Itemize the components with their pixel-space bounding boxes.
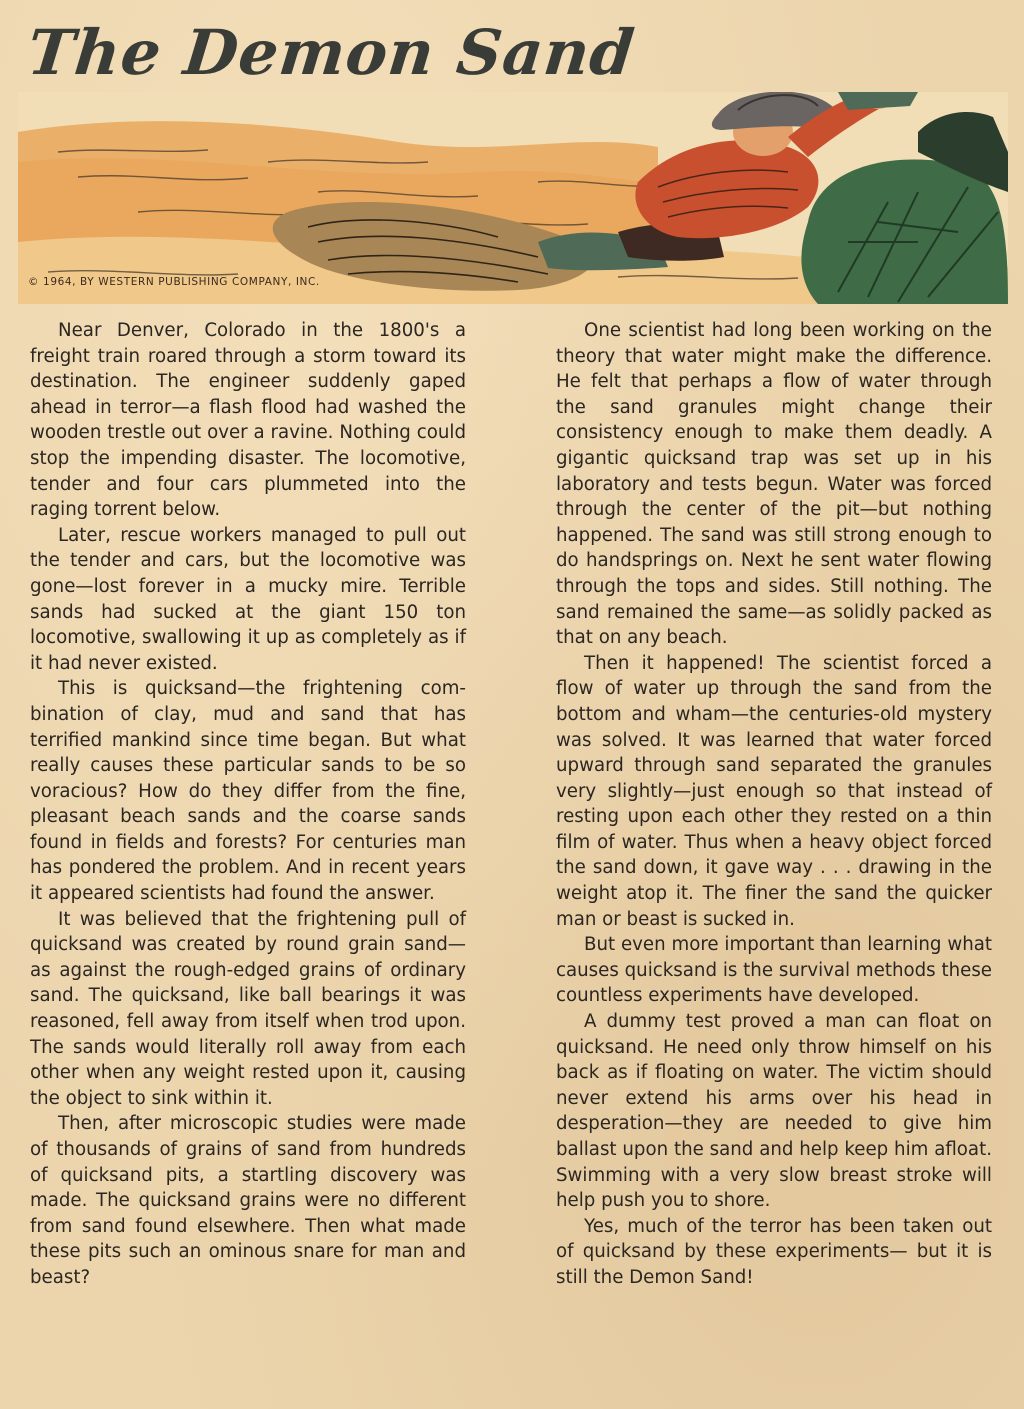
- paragraph: It was believed that the frightening pull of quicksand was created by round grain sand—as against the rough-edged grains of ordinary sand. The quicksand, like ball bearings it was reasoned, fell away from itself when trod upon. The sands would literally roll away from each other when any weight rested upon it, causing the object to sink within it.: [30, 908, 466, 1109]
- paragraph: Later, rescue workers managed to pull out the tender and cars, but the locomotive was gone—lost forever in a mucky mire. Terrible sands had sucked at the giant 150 ton locomotive, swallowing it up as completely as if it had never existed.: [30, 524, 466, 674]
- article-body: [30, 318, 992, 1398]
- quicksand-illustration: [18, 92, 1008, 304]
- copyright-notice: © 1964, BY WESTERN PUBLISHING COMPANY, INC.: [28, 276, 320, 288]
- paragraph: Then it happened! The scientist forced a flow of water up through the sand from the bottom and wham—the centuries-old mystery was solved. It was learned that water forced upward through sand separated the granules very slightly—just enough so that instead of resting upon each other they rested on a thin film of water. Thus when a heavy object forced the sand down, it gave way . . . drawing in the weight atop it. The finer the sand the quicker man or beast is sucked in.: [556, 652, 992, 930]
- paragraph: But even more important than learning what causes quicksand is the survival methods these countless experiments have developed.: [556, 934, 992, 1007]
- paragraph: One scientist had long been working on the theory that water might make the difference. He felt that perhaps a flow of water through the sand granules might change their consistency enough to make them deadly. A gigantic quicksand trap was set up in his laboratory and tests begun. Water was forced through the center of the pit—but nothing happened. The sand was still strong enough to do handsprings on. Next he sent water flowing through the tops and sides. Still nothing. The sand remained the same—as solidly packed as that on any beach.: [556, 320, 992, 649]
- page-title: The Demon Sand: [24, 16, 639, 89]
- article-column-left: [30, 318, 466, 1398]
- paragraph: A dummy test proved a man can float on quicksand. He need only throw himself on his back as if floating on water. The victim should never extend his arms over his head in desperation—they are needed to give him ballast upon the sand and help keep him afloat. Swimming with a very slow breast stroke will help push you to shore.: [556, 1011, 992, 1212]
- article-column-right: [556, 318, 992, 1398]
- paragraph: This is quicksand—the frightening combination of clay, mud and sand that has terrified mankind since time began. But what really causes these particular sands to be so voracious? How do they differ from the fine, pleasant beach sands and the coarse sands found in fields and forests? For centuries man has pondered the problem. And in recent years it appeared scientists had found the answer.: [30, 678, 466, 905]
- paragraph: Near Denver, Colorado in the 1800's a freight train roared through a storm toward its destination. The engineer suddenly gaped ahead in terror—a flash flood had washed the wooden trestle out over a ravine. Nothing could stop the impending disaster. The locomotive, tender and four cars plummeted into the raging torrent below.: [30, 320, 466, 521]
- illustration-panel: [18, 92, 1008, 304]
- paragraph: Yes, much of the terror has been taken out of quicksand by these experiments— but it is still the Demon Sand!: [556, 1215, 992, 1288]
- paragraph: Then, after microscopic studies were made of thousands of grains of sand from hundreds of quicksand pits, a startling discovery was made. The quicksand grains were no different from sand found elsewhere. Then what made these pits such an ominous snare for man and beast?: [30, 1113, 466, 1288]
